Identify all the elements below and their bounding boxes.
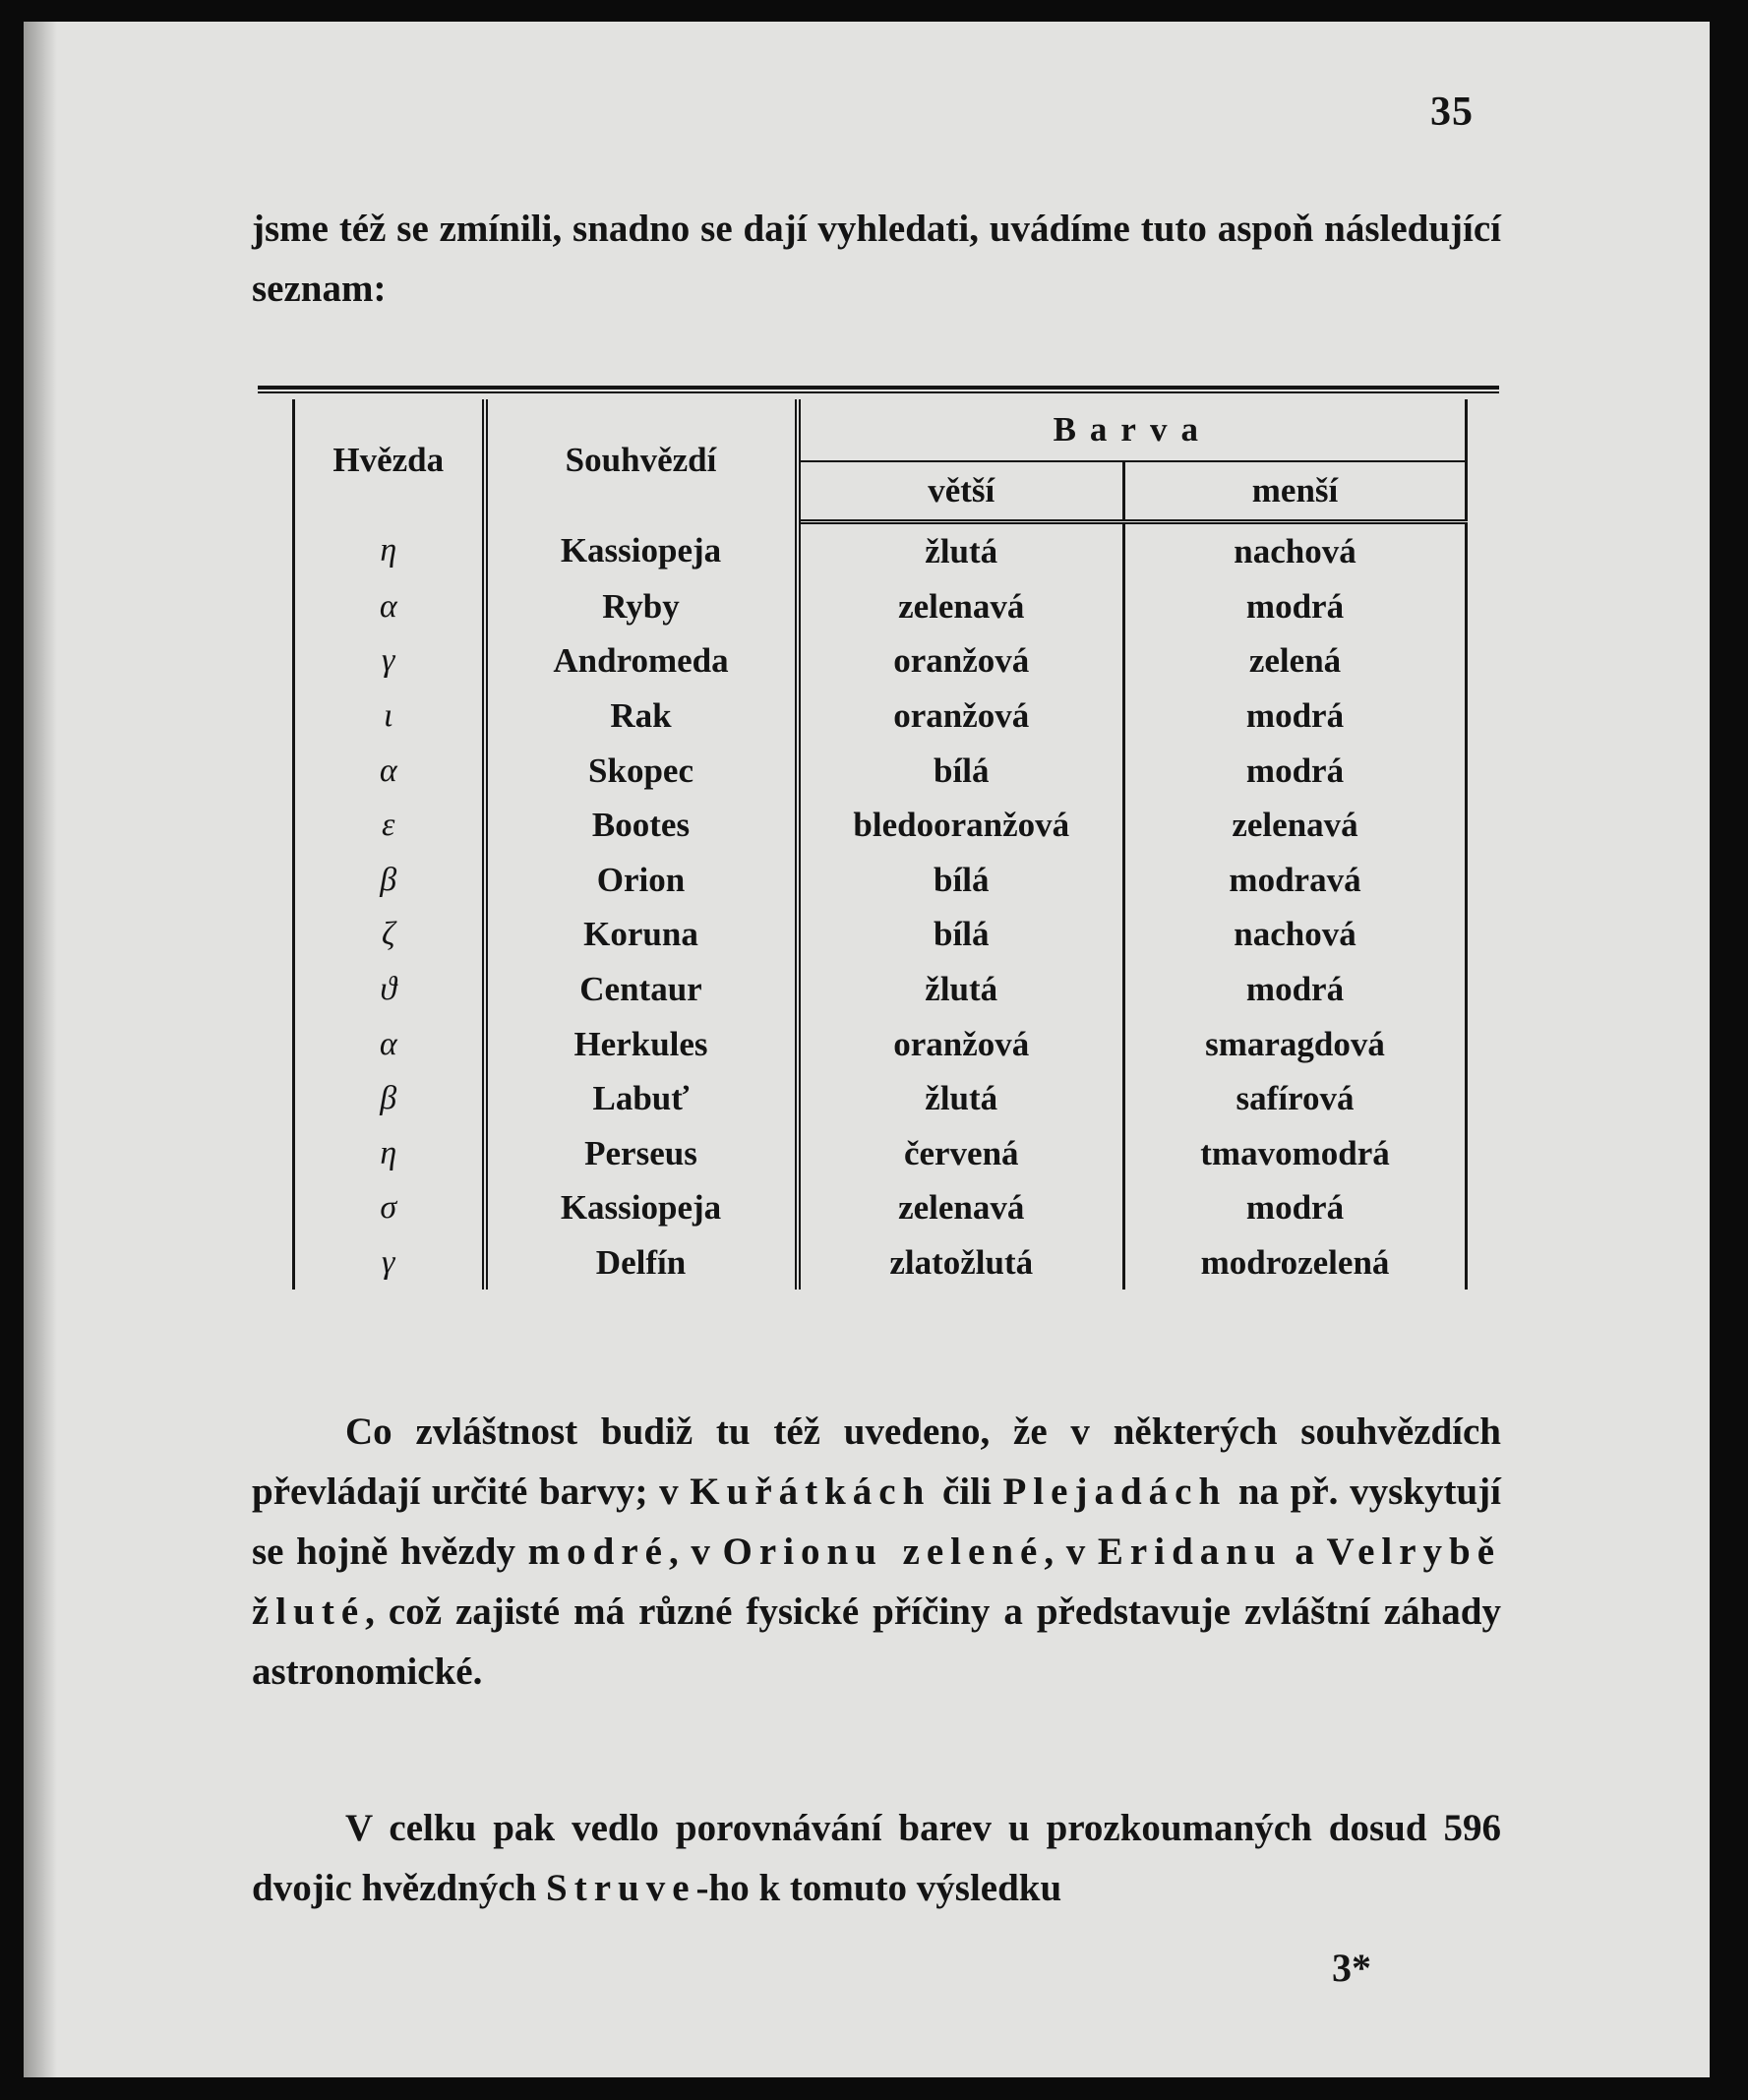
cell-star: ϑ xyxy=(294,962,485,1017)
text-run: , v xyxy=(668,1530,723,1573)
spaced-term-modre: modré xyxy=(527,1530,669,1573)
table-row xyxy=(294,798,1467,853)
cell-bigger-color: bílá xyxy=(798,853,1124,908)
text-run: Co zvláštnost budiž tu též uvedeno, že v některých souhvězdích převládají určité barvy; v xyxy=(252,1410,1501,1513)
cell-constellation: Andromeda xyxy=(485,633,798,689)
cell-bigger-color: žlutá xyxy=(798,1071,1124,1126)
cell-star: σ xyxy=(294,1180,485,1235)
text-run: , v xyxy=(1044,1530,1098,1573)
cell-constellation: Skopec xyxy=(485,743,798,798)
table-row xyxy=(294,907,1467,962)
table-row xyxy=(294,522,1467,579)
cell-bigger-color: zlatožlutá xyxy=(798,1235,1124,1290)
header-constellation: Souhvězdí xyxy=(485,399,798,522)
cell-bigger-color: bílá xyxy=(798,743,1124,798)
text-run: -ho k tomuto výsledku xyxy=(695,1867,1062,1909)
table-row xyxy=(294,633,1467,689)
paragraph-struve xyxy=(252,1798,1501,1918)
cell-star: η xyxy=(294,522,485,579)
cell-star: α xyxy=(294,1016,485,1071)
cell-star: γ xyxy=(294,1235,485,1290)
cell-smaller-color: nachová xyxy=(1124,522,1467,579)
cell-constellation: Bootes xyxy=(485,798,798,853)
cell-smaller-color: modrá xyxy=(1124,1180,1467,1235)
cell-bigger-color: bledooranžová xyxy=(798,798,1124,853)
table-row xyxy=(294,1235,1467,1290)
cell-smaller-color: modrozelená xyxy=(1124,1235,1467,1290)
cell-bigger-color: červená xyxy=(798,1126,1124,1181)
table-row xyxy=(294,743,1467,798)
page-edge-shadow xyxy=(24,22,57,2077)
cell-bigger-color: oranžová xyxy=(798,689,1124,744)
paragraph-colors xyxy=(252,1402,1501,1702)
cell-smaller-color: modrá xyxy=(1124,743,1467,798)
cell-star: ζ xyxy=(294,907,485,962)
cell-constellation: Kassiopeja xyxy=(485,522,798,579)
signature-mark: 3* xyxy=(1332,1946,1371,1990)
spaced-term-kuratkach: Kuřátkách xyxy=(690,1470,932,1513)
header-smaller: menší xyxy=(1124,461,1467,522)
book-page xyxy=(24,22,1710,2077)
cell-star: ε xyxy=(294,798,485,853)
text-run: čili xyxy=(931,1470,1003,1513)
spaced-term-velrybe-zlute: Velrybě žluté xyxy=(252,1530,1502,1633)
double-star-color-table xyxy=(292,399,1468,1290)
cell-smaller-color: modrá xyxy=(1124,689,1467,744)
cell-smaller-color: smaragdová xyxy=(1124,1016,1467,1071)
table-row xyxy=(294,1180,1467,1235)
table-row xyxy=(294,962,1467,1017)
header-star: Hvězda xyxy=(294,399,485,522)
intro-paragraph: jsme též se zmínili, snadno se dají vyhledati, uvádíme tuto aspoň následující seznam: xyxy=(252,208,1501,310)
cell-smaller-color: tmavomodrá xyxy=(1124,1126,1467,1181)
cell-constellation: Rak xyxy=(485,689,798,744)
cell-star: α xyxy=(294,579,485,634)
spaced-term-orionu-zelene: Orionu zelené xyxy=(722,1530,1045,1573)
cell-smaller-color: safírová xyxy=(1124,1071,1467,1126)
cell-star: η xyxy=(294,1126,485,1181)
text-run: , což zajisté má různé fysické příčiny a představuje zvláštní záhady astronomické. xyxy=(252,1590,1501,1693)
cell-star: α xyxy=(294,743,485,798)
text-run: V celku pak vedlo porovnávání barev u prozkoumaných dosud 596 dvojic hvězdných xyxy=(252,1807,1501,1909)
cell-star: ι xyxy=(294,689,485,744)
cell-bigger-color: oranžová xyxy=(798,1016,1124,1071)
cell-smaller-color: zelenavá xyxy=(1124,798,1467,853)
cell-smaller-color: modravá xyxy=(1124,853,1467,908)
cell-constellation: Centaur xyxy=(485,962,798,1017)
spaced-term-struve: Struve xyxy=(546,1867,696,1909)
cell-smaller-color: nachová xyxy=(1124,907,1467,962)
text-run: a xyxy=(1282,1530,1327,1573)
cell-bigger-color: bílá xyxy=(798,907,1124,962)
table-row xyxy=(294,853,1467,908)
table-top-rule xyxy=(258,386,1499,393)
cell-bigger-color: žlutá xyxy=(798,522,1124,579)
table-row xyxy=(294,579,1467,634)
cell-smaller-color: modrá xyxy=(1124,962,1467,1017)
table-row xyxy=(294,689,1467,744)
table-body xyxy=(294,522,1467,1290)
spaced-term-plejadach: Plejadách xyxy=(1002,1470,1228,1513)
cell-constellation: Delfín xyxy=(485,1235,798,1290)
cell-bigger-color: zelenavá xyxy=(798,579,1124,634)
page-number: 35 xyxy=(1430,90,1474,135)
table-row xyxy=(294,1071,1467,1126)
cell-constellation: Perseus xyxy=(485,1126,798,1181)
header-color-group: Barva xyxy=(798,399,1467,461)
cell-star: β xyxy=(294,1071,485,1126)
table-header-row xyxy=(294,399,1467,461)
cell-smaller-color: modrá xyxy=(1124,579,1467,634)
cell-smaller-color: zelená xyxy=(1124,633,1467,689)
cell-star: γ xyxy=(294,633,485,689)
cell-bigger-color: zelenavá xyxy=(798,1180,1124,1235)
text-run: na př. vyskytují se hojně hvězdy xyxy=(252,1470,1501,1573)
table-row xyxy=(294,1126,1467,1181)
cell-constellation: Labuť xyxy=(485,1071,798,1126)
cell-bigger-color: oranžová xyxy=(798,633,1124,689)
cell-constellation: Ryby xyxy=(485,579,798,634)
cell-star: β xyxy=(294,853,485,908)
cell-constellation: Koruna xyxy=(485,907,798,962)
cell-bigger-color: žlutá xyxy=(798,962,1124,1017)
table-row xyxy=(294,1016,1467,1071)
cell-constellation: Orion xyxy=(485,853,798,908)
header-bigger: větší xyxy=(798,461,1124,522)
cell-constellation: Herkules xyxy=(485,1016,798,1071)
spaced-term-eridanu: Eridanu xyxy=(1097,1530,1283,1573)
cell-constellation: Kassiopeja xyxy=(485,1180,798,1235)
